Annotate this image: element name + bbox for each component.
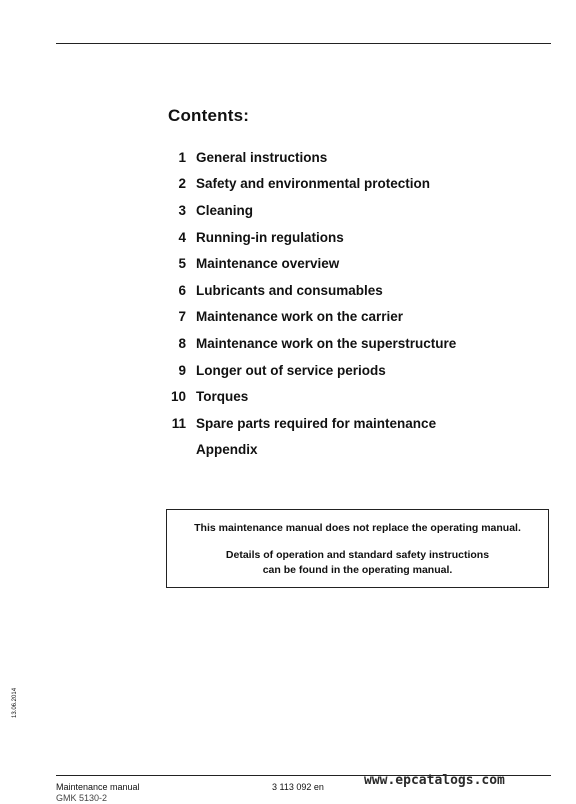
toc-label: Maintenance overview (196, 256, 340, 272)
toc-item[interactable] (160, 197, 540, 224)
notice-box (166, 509, 549, 588)
toc-item[interactable] (160, 410, 540, 437)
toc-number: 9 (178, 362, 186, 378)
notice-line-2: Details of operation and standard safety instructions (225, 549, 490, 561)
toc-label: Safety and environmental protection (196, 176, 431, 192)
toc-item[interactable] (160, 171, 540, 198)
toc-item-appendix[interactable] (160, 437, 540, 464)
toc-label: Maintenance work on the superstructure (196, 335, 457, 351)
table-of-contents (160, 144, 540, 463)
toc-label: Spare parts required for maintenance (196, 415, 437, 431)
toc-number: 5 (178, 256, 186, 272)
notice-line-1: This maintenance manual does not replace the operating manual. (194, 522, 521, 534)
toc-number: 3 (178, 202, 186, 218)
toc-label: Appendix (196, 442, 258, 458)
toc-item[interactable] (160, 144, 540, 171)
toc-item[interactable] (160, 330, 540, 357)
footer-doc-type: Maintenance manual (56, 782, 140, 792)
toc-number: 2 (178, 176, 186, 192)
toc-number: 4 (178, 229, 186, 245)
toc-number: 1 (178, 149, 186, 165)
side-date: 13.06.2014 (12, 687, 18, 718)
contents-title: Contents: (168, 106, 250, 125)
toc-item[interactable] (160, 250, 540, 277)
toc-label: Lubricants and consumables (196, 282, 383, 298)
toc-label: General instructions (196, 149, 328, 165)
toc-item[interactable] (160, 383, 540, 410)
toc-label: Longer out of service periods (196, 362, 386, 378)
toc-item[interactable] (160, 357, 540, 384)
toc-label: Running-in regulations (196, 229, 344, 245)
footer-doc-number: 3 113 092 en (272, 782, 324, 792)
header-rule (56, 43, 551, 44)
toc-item[interactable] (160, 224, 540, 251)
toc-item[interactable] (160, 277, 540, 304)
toc-label: Torques (196, 389, 249, 405)
toc-number: 7 (178, 309, 186, 325)
toc-number: 10 (170, 389, 186, 405)
footer-left (56, 782, 140, 804)
notice-details (167, 548, 548, 578)
notice-line-3: can be found in the operating manual. (262, 564, 453, 576)
toc-number: 11 (171, 415, 186, 431)
watermark-url[interactable]: www.epcatalogs.com (364, 773, 505, 788)
footer-model: GMK 5130-2 (56, 793, 108, 803)
toc-label: Cleaning (196, 202, 254, 218)
toc-number: 6 (178, 282, 186, 298)
toc-item[interactable] (160, 304, 540, 331)
toc-number: 8 (178, 335, 186, 351)
toc-label: Maintenance work on the carrier (196, 309, 404, 325)
